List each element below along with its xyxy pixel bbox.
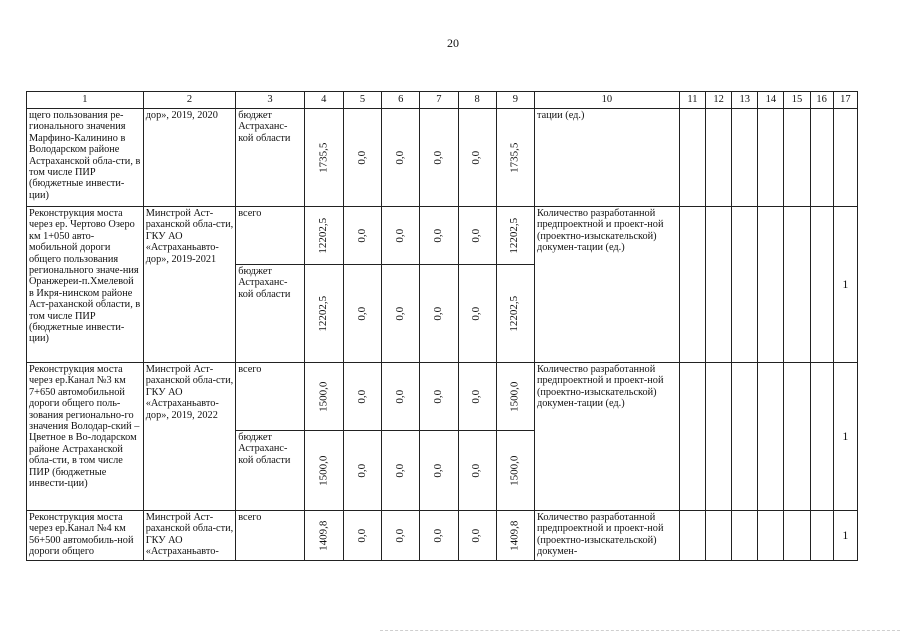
- year-value-cell: [758, 207, 784, 363]
- amount-cell: [420, 265, 458, 363]
- funding-source-cell: всего: [236, 511, 304, 561]
- year-value: 1: [842, 428, 849, 443]
- funding-source-cell: всего: [236, 363, 304, 431]
- year-value-cell: [679, 109, 705, 207]
- header-cell: 11: [679, 92, 705, 109]
- amount-cell: [496, 265, 534, 363]
- year-value-cell: [784, 511, 810, 561]
- header-cell: 12: [705, 92, 731, 109]
- year-value-cell: [705, 511, 731, 561]
- object-name-cell: щего пользования ре-гионального значения Марфино-Калинино в Володарском районе Астраханской обла-сти, в том числе ПИР (бюджетные инвести-ции): [27, 109, 144, 207]
- amount-cell: [382, 363, 420, 431]
- amount-value: 0,0: [394, 463, 406, 478]
- amount-value: 0,0: [394, 150, 406, 165]
- amount-value: 12202,5: [508, 217, 521, 254]
- header-cell: 14: [758, 92, 784, 109]
- amount-value: 12202,5: [508, 295, 521, 332]
- object-name-cell: Реконструкция моста через ер.Канал №4 км 56+500 автомобиль-ной дороги общего: [27, 511, 144, 561]
- header-row: [27, 92, 858, 109]
- executor-cell: дор», 2019, 2020: [143, 109, 236, 207]
- amount-cell: [458, 511, 496, 561]
- amount-value: 0,0: [355, 389, 368, 404]
- funding-source-cell: бюджет Астраханс-кой области: [236, 431, 304, 511]
- header-cell: 9: [496, 92, 534, 109]
- header-cell: 13: [732, 92, 758, 109]
- amount-cell: [304, 511, 343, 561]
- year-value-cell: [810, 109, 833, 207]
- amount-cell: [420, 109, 458, 207]
- year-value-cell: [784, 207, 810, 363]
- amount-value: 0,0: [470, 463, 483, 478]
- executor-cell: Минстрой Аст-раханской обла-сти, ГКУ АО «Астраханьавто-: [143, 511, 236, 561]
- table-body: [27, 92, 858, 561]
- indicator-cell: Количество разработанной предпроектной и проект-ной (проектно-изыскательской) докумен-тации (ед.): [534, 363, 679, 511]
- amount-cell: [343, 431, 381, 511]
- amount-value: 0,0: [470, 228, 483, 243]
- amount-value: 0,0: [355, 150, 368, 165]
- year-value-cell: [679, 207, 705, 363]
- amount-value: 0,0: [394, 389, 406, 404]
- year-value-cell: [810, 511, 833, 561]
- year-value-cell: [732, 109, 758, 207]
- header-cell: 8: [458, 92, 496, 109]
- amount-cell: [304, 363, 343, 431]
- year-value-cell: [705, 363, 731, 511]
- amount-cell: [382, 431, 420, 511]
- header-cell: 4: [304, 92, 343, 109]
- funding-source-cell: всего: [236, 207, 304, 265]
- funding-source-cell: бюджет Астраханс-кой области: [236, 109, 304, 207]
- year-value-cell: [732, 511, 758, 561]
- amount-cell: [382, 511, 420, 561]
- amount-value: 0,0: [355, 228, 368, 243]
- amount-cell: [458, 207, 496, 265]
- amount-value: 0,0: [470, 528, 483, 543]
- year-value-cell: [705, 109, 731, 207]
- header-cell: 16: [810, 92, 833, 109]
- header-cell: 3: [236, 92, 304, 109]
- header-cell: 7: [420, 92, 458, 109]
- amount-cell: [458, 109, 496, 207]
- amount-value: 1409,8: [508, 520, 521, 551]
- year-value-cell: [833, 109, 857, 207]
- amount-value: 0,0: [432, 150, 445, 165]
- year-value-cell: [810, 363, 833, 511]
- amount-value: 0,0: [355, 463, 368, 478]
- amount-value: 0,0: [432, 463, 445, 478]
- year-value-cell: [758, 363, 784, 511]
- amount-cell: [496, 109, 534, 207]
- object-name-cell: Реконструкция моста через ер. Чертово Озеро км 1+050 авто-мобильной дороги общего пользования регионального значе-ния Оранжереи-п.Хмелевой в Икря-нинском районе Аст-раханской области, в том числе ПИР (бюджетные инвести-ции): [27, 207, 144, 363]
- amount-value: 12202,5: [317, 217, 330, 254]
- amount-value: 0,0: [394, 528, 406, 543]
- amount-value: 1500,0: [317, 455, 330, 486]
- page-number: 20: [447, 36, 459, 50]
- amount-cell: [420, 431, 458, 511]
- year-value-cell: [732, 207, 758, 363]
- amount-value: 0,0: [470, 306, 483, 321]
- year-value-cell: [810, 207, 833, 363]
- amount-cell: [458, 363, 496, 431]
- amount-cell: [458, 265, 496, 363]
- amount-cell: [382, 207, 420, 265]
- amount-cell: [304, 207, 343, 265]
- amount-cell: [343, 207, 381, 265]
- amount-value: 0,0: [432, 389, 445, 404]
- amount-value: 0,0: [470, 389, 483, 404]
- executor-cell: Минстрой Аст-раханской обла-сти, ГКУ АО «Астраханьавто-дор», 2019-2021: [143, 207, 236, 363]
- amount-cell: [343, 109, 381, 207]
- amount-value: 0,0: [355, 306, 368, 321]
- amount-cell: [382, 109, 420, 207]
- funding-source-cell: бюджет Астраханс-кой области: [236, 265, 304, 363]
- amount-value: 0,0: [432, 528, 445, 543]
- amount-cell: [496, 363, 534, 431]
- amount-value: 1735,5: [508, 142, 521, 173]
- amount-value: 1409,8: [317, 520, 330, 551]
- year-value-cell: [732, 363, 758, 511]
- year-value-cell: [784, 363, 810, 511]
- year-value-cell: [679, 363, 705, 511]
- header-cell: 1: [27, 92, 144, 109]
- year-value-cell: [784, 109, 810, 207]
- amount-cell: [420, 363, 458, 431]
- header-cell: 15: [784, 92, 810, 109]
- object-name-cell: Реконструкция моста через ер.Канал №3 км 7+650 автомобильной дороги общего поль-зования регионально-го значения Володар-ский –Цветное в Во-лодарском районе Астраханской обла-сти, в том числе ПИР (бюджетные инвести-ции): [27, 363, 144, 511]
- amount-value: 1500,0: [508, 455, 521, 486]
- amount-value: 0,0: [355, 528, 368, 543]
- scan-artifact: [380, 630, 900, 635]
- year-value-cell: [833, 363, 857, 511]
- amount-cell: [343, 363, 381, 431]
- indicator-cell: тации (ед.): [534, 109, 679, 207]
- year-value-cell: [833, 207, 857, 363]
- amount-cell: [304, 265, 343, 363]
- table-row: [27, 207, 858, 265]
- year-value: 1: [842, 527, 849, 542]
- amount-cell: [343, 511, 381, 561]
- amount-value: 0,0: [470, 150, 483, 165]
- header-cell: 2: [143, 92, 236, 109]
- amount-cell: [496, 511, 534, 561]
- amount-value: 0,0: [432, 306, 445, 321]
- amount-cell: [496, 431, 534, 511]
- amount-cell: [343, 265, 381, 363]
- amount-cell: [496, 207, 534, 265]
- table-row: [27, 511, 858, 561]
- amount-value: 12202,5: [317, 295, 330, 332]
- amount-value: 1500,0: [317, 381, 330, 412]
- header-cell: 17: [833, 92, 857, 109]
- amount-cell: [420, 207, 458, 265]
- year-value-cell: [679, 511, 705, 561]
- year-value: 1: [842, 276, 849, 291]
- table-row: [27, 363, 858, 431]
- header-cell: 10: [534, 92, 679, 109]
- header-cell: 5: [343, 92, 381, 109]
- amount-cell: [304, 431, 343, 511]
- amount-cell: [382, 265, 420, 363]
- indicator-cell: Количество разработанной предпроектной и проект-ной (проектно-изыскательской) докумен-: [534, 511, 679, 561]
- program-table: [26, 91, 858, 561]
- amount-value: 1500,0: [508, 381, 521, 412]
- amount-cell: [420, 511, 458, 561]
- year-value-cell: [758, 511, 784, 561]
- amount-value: 0,0: [432, 228, 445, 243]
- year-value-cell: [833, 511, 857, 561]
- header-cell: 6: [382, 92, 420, 109]
- amount-value: 1735,5: [317, 142, 330, 173]
- amount-cell: [458, 431, 496, 511]
- year-value-cell: [758, 109, 784, 207]
- year-value-cell: [705, 207, 731, 363]
- table-row: [27, 109, 858, 207]
- amount-value: 0,0: [394, 306, 406, 321]
- indicator-cell: Количество разработанной предпроектной и проект-ной (проектно-изыскательской) докумен-тации (ед.): [534, 207, 679, 363]
- executor-cell: Минстрой Аст-раханской обла-сти, ГКУ АО «Астраханьавто-дор», 2019, 2022: [143, 363, 236, 511]
- amount-value: 0,0: [394, 228, 406, 243]
- amount-cell: [304, 109, 343, 207]
